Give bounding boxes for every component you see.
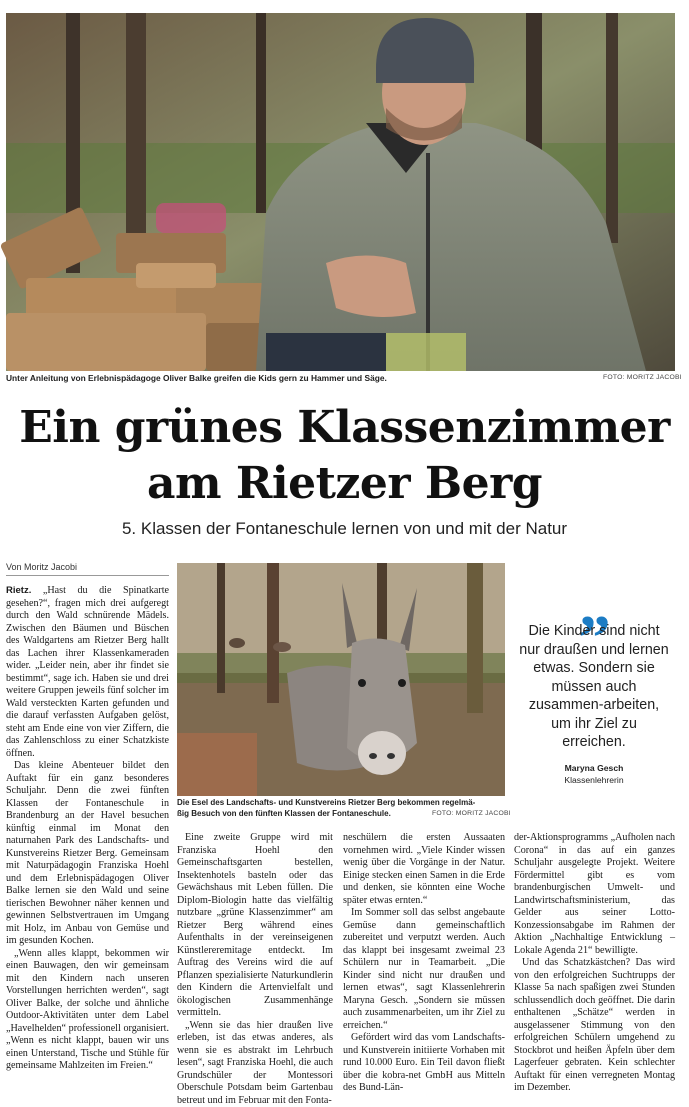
byline-rule [6, 575, 169, 576]
dateline: Rietz. [6, 585, 31, 596]
photo-donkey [177, 563, 505, 796]
paragraph: neschülern die ersten Aussaaten vornehmen wird. „Viele Kinder wissen wenig über die Vorgänge in der Natur. Einige stecken einen Samen in die Erde und denken, sie könnten eine Woche später etwas ernten.“ [343, 832, 505, 907]
article-column-3 [343, 832, 505, 1094]
donkey-caption-line-1: Die Esel des Landschafts- und Kunstvereins Rietzer Berg bekommen regelmä- [177, 798, 475, 807]
paragraph [6, 585, 169, 760]
photo-man-with-firewood [6, 13, 675, 371]
pull-quote-name: Maryna Gesch [518, 763, 670, 773]
top-photo-caption: Unter Anleitung von Erlebnispädagoge Oliver Balke greifen die Kids gern zu Hammer und Säge. [6, 373, 387, 383]
quote-mark-icon: „ [575, 580, 615, 630]
article-column-1 [6, 585, 169, 1094]
top-photo-credit: FOTO: MORITZ JACOBI [603, 374, 682, 381]
paragraph: der-Aktionsprogramms „Aufholen nach Corona“ in das auf ein ganzes Schuljahr ausgelegte Projekt. Weitere Fördermittel gibt es vom brandenburgischen Umwelt- und Landwirtschaftsministerium, das Gelder aus seiner Lotto-Konzessionsabgabe im Rahmen der Aktion „Nachhaltige Entwicklung – Lokale Agenda 21“ bewilligte. [514, 832, 675, 957]
paragraph-text: „Hast du die Spinatkarte gesehen?“, fragen mich drei aufgeregt durch den Wald schnürende Mädels. Zwischen den Bäumen und Büschen des Waldgartens am Rietzer Berg hallt das Lachen ihrer Klassenkameraden wider. „Leider nein, aber ihr findet sie bestimmt“, sage ich. Haben sie und drei weitere Gruppen jeweils fünf solcher im Wald versteckten Karten gefunden und die darauf verfassten Aufgaben gelöst, steht am Ende eine von vier Ziffern, die das Zahlenschloss zu einer Schatzkiste öffnen. [6, 585, 169, 759]
paragraph: Und das Schatzkästchen? Das wird von den erfolgreichen Suchtrupps der Klasse 5a nach spaßigen zwei Stunden schlussendlich doch geöffnet. Die darin enthaltenen „Schätze“ werden in ausgelassener Stimmung von den erfolgreichen Schülern umgehend zu Stockbrot und heißen Äpfeln über dem Lagerfeuer gebraten. Kein schlechter Auftakt für einen verregneten Montag im Dezember. [514, 957, 675, 1095]
donkey-caption-line-2: ßig Besuch von den fünften Klassen der Fontaneschule. [177, 809, 391, 818]
byline: Von Moritz Jacobi [6, 562, 77, 572]
pull-quote-text: Die Kinder sind nicht nur draußen und lernen etwas. Sondern sie müssen auch zusammen-arbeiten, um ihr Ziel zu erreichen. [518, 622, 670, 752]
headline-line-2: am Rietzer Berg [0, 456, 689, 512]
donkey-photo-credit: FOTO: MORITZ JACOBI [432, 810, 511, 817]
paragraph: Eine zweite Gruppe wird mit Franziska Hoehl den Gemeinschaftsgarten bestellen, Insektenhotels basteln oder das Gewächshaus mit Leben füllen. Die Diplom-Biologin hatte das vielfältig nutzbare „grüne Klassenzimmer“ am Rietzer Berg während eines Aufenthalts in der vereinseigenen Künstlereremitage entdeckt. Im Auftrag des Vereins wird die auf Pflanzen spezialisierte Naturkundlerin den Kindern die Artenvielfalt und ökologischen Zusammenhänge vermitteln. [177, 832, 333, 1020]
paragraph: „Wenn alles klappt, bekommen wir einen Bauwagen, den wir gemeinsam mit den Kindern nach unseren Vorstellungen herrichten werden“, sagt Oliver Balke, der solche und ähnliche Outdoor-Aktivitäten unter dem Label „Havelhelden“ professionell organisiert. „Wenn es nicht klappt, bauen wir uns einen Unterstand, Tische und Stühle für gemeinsame Mahlzeiten im Freien.“ [6, 948, 169, 1073]
paragraph: Das kleine Abenteuer bildet den Auftakt für ein ganz besonderes Schuljahr. Denn die zwei fünften Klassen der Fontaneschule in Brandenburg an der Havel besuchen künftig einmal im Monat den naturnahen Park des Landschafts- und Kunstvereins Rietzer Berg. Gemeinsam mit Naturpädagogin Franziska Hoehl und dem Erlebnispädagogen Oliver Balke lernen sie den Wald und seine tierischen Bewohner näher kennen und gewinnen Selbstvertrauen im Umgang mit Holz, im Anbau von Gemüse und im gesunden Kochen. [6, 760, 169, 948]
paragraph: Gefördert wird das vom Landschafts- und Kunstverein initiierte Vorhaben mit rund 10.000 Euro. Ein Teil davon fließt über die kobra-net GmbH aus Mitteln des Bund-Län- [343, 1032, 505, 1095]
article-column-2 [177, 832, 333, 1094]
headline-line-1: Ein grünes Klassenzimmer [0, 400, 689, 456]
article-column-4 [514, 832, 675, 1094]
pull-quote-role: Klassenlehrerin [518, 775, 670, 785]
top-photo [6, 13, 675, 371]
subheadline: 5. Klassen der Fontaneschule lernen von und mit der Natur [0, 519, 689, 539]
paragraph: „Wenn sie das hier draußen live erleben, ist das etwas anderes, als wenn sie es abstrakt im Lehrbuch lesen“, sagt Franziska Hoehl, die auch Grundschüler der Montessori Oberschule Potsdam beim Gartenbau betreut und im Februar mit den Fonta- [177, 1020, 333, 1107]
paragraph: Im Sommer soll das selbst angebaute Gemüse dann gemeinschaftlich zubereitet und verputzt werden. Auch das klappt bei insgesamt zweimal 23 Schülern nur in Teamarbeit. „Die Kinder sind nicht nur draußen und lernen etwas“, sagt Klassenlehrerin Maryna Gesch. „Sondern sie müssen auch zusammenarbeiten, um ihr Ziel zu erreichen.“ [343, 907, 505, 1032]
donkey-photo [177, 563, 505, 796]
